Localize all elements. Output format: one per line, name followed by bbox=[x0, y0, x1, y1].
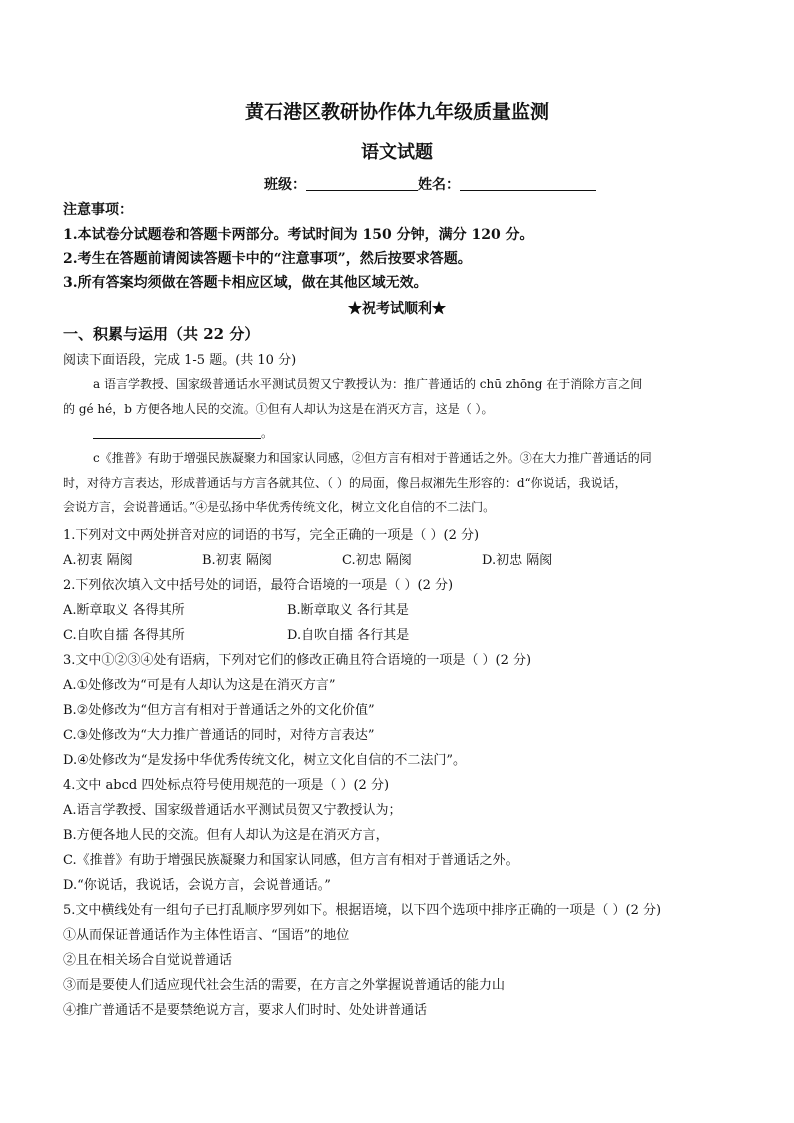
notice-item: 3.所有答案均须做在答题卡相应区域，做在其他区域无效。 bbox=[63, 275, 428, 291]
class-name-row bbox=[264, 174, 596, 194]
option-d: D.“你说话，我说话，会说方言，会说普通话。” bbox=[63, 878, 331, 893]
option-a: A.语言学教授、国家级普通话水平测试员贺又宁教授认为； bbox=[63, 803, 402, 818]
passage-line: 时，对待方言表达，形成普通话与方言各就其位、（ ）的局面，像吕叔湘先生形容的：d“你说话，我说话， bbox=[63, 476, 627, 490]
question-stem: 3.文中①②③④处有语病，下列对它们的修改正确且符合语境的一项是（ ）(2 分) bbox=[63, 653, 532, 668]
good-luck-wish: ★祝考试顺利★ bbox=[348, 301, 446, 317]
notice-heading: 注意事项： bbox=[63, 202, 133, 218]
answer-blank[interactable] bbox=[93, 424, 261, 439]
question-stem: 5.文中横线处有一组句子已打乱顺序罗列如下。根据语境，以下四个选项中排序正确的一项是（ ）(2 分) bbox=[63, 903, 662, 918]
option-c: C.《推普》有助于增强民族凝聚力和国家认同感，但方言有相对于普通话之外。 bbox=[63, 853, 519, 868]
sentence-item: ①从而保证普通话作为主体性语言、“国语”的地位 bbox=[63, 928, 350, 943]
sentence-item: ④推广普通话不是要禁绝说方言，要求人们时时、处处讲普通话 bbox=[63, 1003, 428, 1018]
section-intro: 阅读下面语段，完成 1-5 题。(共 10 分) bbox=[63, 353, 297, 368]
question-stem: 1.下列对文中两处拼音对应的词语的书写，完全正确的一项是（ ）(2 分) bbox=[63, 528, 480, 543]
exam-subtitle: 语文试题 bbox=[361, 142, 433, 163]
sentence-item: ③而是要使人们适应现代社会生活的需要，在方言之外掌握说普通话的能力山 bbox=[63, 978, 506, 993]
name-blank[interactable] bbox=[460, 176, 596, 191]
class-label: 班级： bbox=[264, 177, 306, 193]
option-d: D.自吹自擂 各行其是 bbox=[287, 628, 410, 643]
option-b: B.②处修改为“但方言有相对于普通话之外的文化价值” bbox=[63, 703, 375, 718]
question-stem: 4.文中 abcd 四处标点符号使用规范的一项是（ ）(2 分) bbox=[63, 778, 390, 793]
option-c: C.初忠 隔阂 bbox=[342, 553, 412, 568]
sentence-item: ②且在相关场合自觉说普通话 bbox=[63, 953, 233, 968]
passage-line: c《推普》有助于增强民族凝聚力和国家认同感，②但方言有相对于普通话之外。③在大力推广普通话的同 bbox=[93, 451, 652, 465]
option-b: B.断章取义 各行其是 bbox=[287, 603, 409, 618]
passage-blank-line bbox=[93, 424, 273, 441]
passage-line: a 语言学教授、国家级普通话水平测试员贺又宁教授认为：推广普通话的 chū zhōng 在于消除方言之间 bbox=[93, 377, 643, 391]
notice-item: 2.考生在答题前请阅读答题卡中的“注意事项”，然后按要求答题。 bbox=[63, 251, 472, 267]
option-c: C.自吹自擂 各得其所 bbox=[63, 628, 185, 643]
option-d: D.④处修改为“是发扬中华优秀传统文化，树立文化自信的不二法门”。 bbox=[63, 753, 467, 768]
passage-line: 会说方言，会说普通话。”④是弘扬中华优秀传统文化，树立文化自信的不二法门。 bbox=[63, 500, 496, 514]
option-d: D.初忠 隔阂 bbox=[482, 553, 553, 568]
question-stem: 2.下列依次填入文中括号处的词语，最符合语境的一项是（ ）(2 分) bbox=[63, 578, 454, 593]
class-blank[interactable] bbox=[306, 176, 418, 191]
option-a: A.初衷 隔阂 bbox=[63, 553, 133, 568]
section-heading: 一、积累与运用（共 22 分） bbox=[63, 325, 260, 343]
option-b: B.初衷 隔阂 bbox=[202, 553, 272, 568]
passage-blank-end: 。 bbox=[261, 426, 274, 440]
exam-title: 黄石港区教研协作体九年级质量监测 bbox=[244, 101, 549, 123]
name-label: 姓名： bbox=[418, 177, 460, 193]
option-a: A.断章取义 各得其所 bbox=[63, 603, 185, 618]
passage-line: 的 gé hé，b 方便各地人民的交流。①但有人却认为这是在消灭方言，这是（ ）。 bbox=[63, 402, 494, 416]
option-b: B.方便各地人民的交流。但有人却认为这是在消灭方言， bbox=[63, 828, 389, 843]
option-c: C.③处修改为“大力推广普通话的同时，对待方言表达” bbox=[63, 728, 375, 743]
option-a: A.①处修改为“可是有人却认为这是在消灭方言” bbox=[63, 678, 336, 693]
notice-item: 1.本试卷分试题卷和答题卡两部分。考试时间为 150 分钟，满分 120 分。 bbox=[63, 227, 534, 243]
